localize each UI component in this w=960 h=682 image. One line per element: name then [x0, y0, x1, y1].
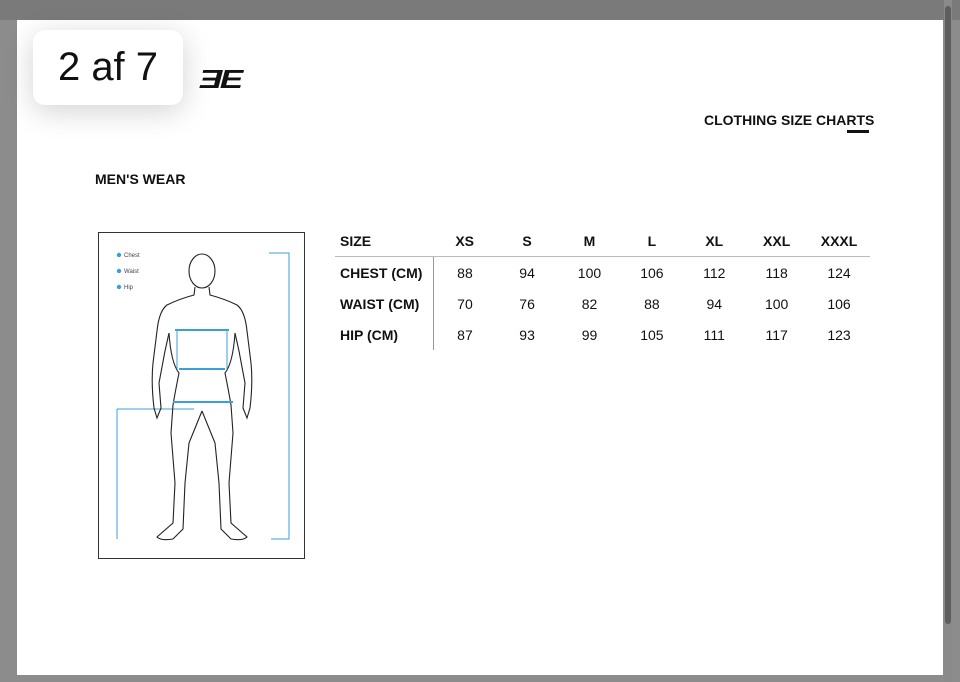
header-size-s: S [496, 225, 558, 257]
legend-item-hip [117, 285, 134, 291]
table-cell: 118 [765, 264, 788, 281]
table-cell: 105 [640, 326, 664, 343]
table-cell: 124 [827, 264, 851, 281]
row-label: HIP (CM) [335, 319, 434, 350]
height-guide-line [269, 253, 289, 539]
body-silhouette [152, 254, 252, 540]
table-cell: 94 [706, 295, 723, 312]
table-cell: 93 [519, 326, 535, 343]
header-size-label: SIZE [335, 225, 434, 257]
row-label: WAIST (CM) [335, 288, 434, 319]
table-cell: 111 [703, 326, 725, 343]
viewer-toolbar [0, 0, 960, 20]
legend-hip-label: Hip [124, 285, 134, 291]
table-cell: 82 [581, 295, 598, 312]
page-counter-overlay: 2 af 7 [33, 30, 183, 105]
size-chart-table [335, 225, 870, 350]
table-header-row [335, 225, 870, 257]
scrollbar-thumb[interactable] [945, 6, 951, 624]
title-underline [847, 130, 869, 133]
table-cell: 117 [765, 326, 788, 343]
figure-legend [117, 253, 140, 291]
header-size-xl: XL [683, 225, 745, 257]
table-row-waist [335, 288, 870, 319]
document-title: CLOTHING SIZE CHARTS [704, 112, 875, 128]
table-cell: 76 [519, 295, 535, 312]
table-cell: 100 [577, 264, 602, 281]
table-cell: 94 [519, 264, 535, 281]
legend-item-waist [117, 269, 139, 275]
table-cell: 70 [457, 295, 473, 312]
legend-chest-label: Chest [124, 253, 140, 259]
table-cell: 100 [764, 295, 789, 312]
row-label: CHEST (CM) [335, 257, 434, 289]
header-size-l: L [621, 225, 683, 257]
table-row-hip [335, 319, 870, 350]
header-size-xxxl: XXXL [808, 225, 870, 257]
brand-logo: ƎE [199, 64, 241, 94]
legend-waist-label: Waist [124, 269, 139, 275]
table-cell: 112 [703, 264, 726, 281]
table-cell: 88 [457, 264, 473, 281]
table-cell: 106 [827, 295, 851, 312]
header-size-xxl: XXL [745, 225, 807, 257]
header-size-xs: XS [434, 225, 496, 257]
header-size-m: M [558, 225, 620, 257]
table-row-chest [335, 257, 870, 289]
table-cell: 99 [581, 326, 598, 343]
table-cell: 123 [827, 326, 851, 343]
table-cell: 87 [457, 326, 473, 343]
table-cell: 106 [640, 264, 664, 281]
body-outline-illustration [99, 233, 304, 558]
section-title: MEN'S WEAR [95, 171, 186, 187]
table-cell: 88 [644, 295, 660, 312]
document-page [17, 20, 943, 675]
body-measurement-figure [98, 232, 305, 559]
measurement-bands [173, 330, 233, 402]
legend-item-chest [117, 253, 140, 259]
